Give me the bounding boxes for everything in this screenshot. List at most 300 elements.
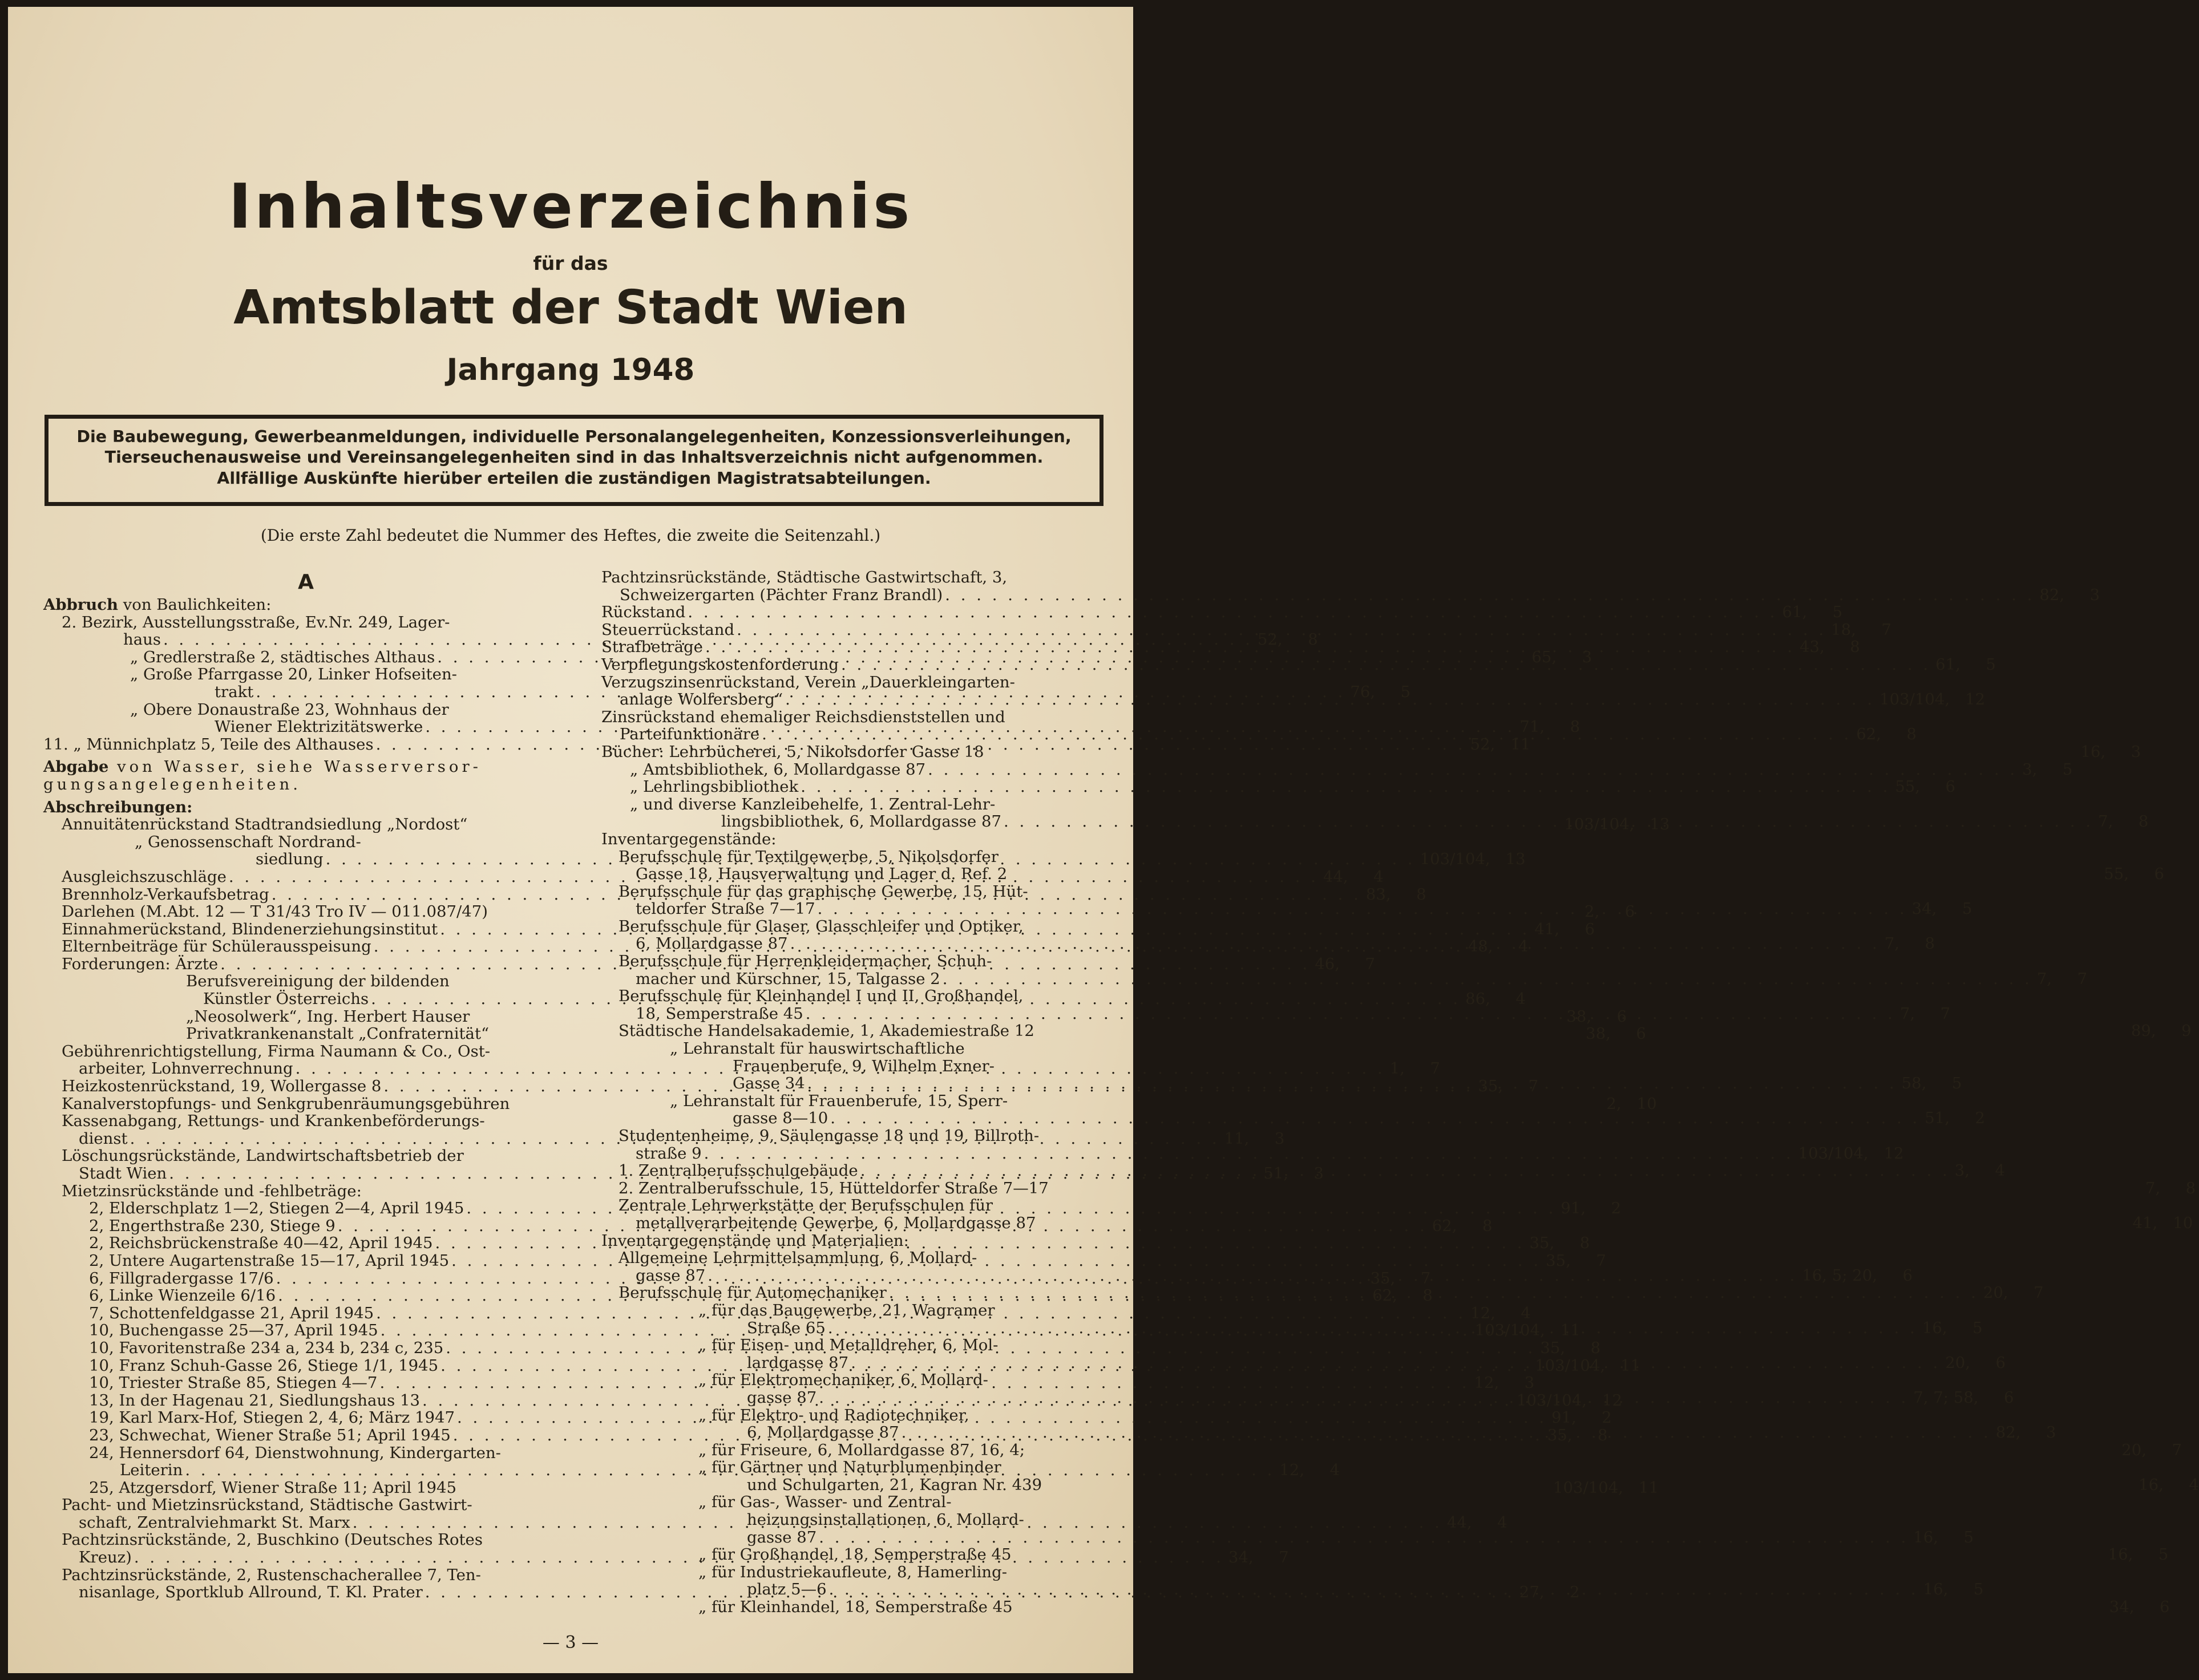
volume-year: Jahrgang 1948 [446,353,695,387]
subtitle: für das [533,252,608,274]
main-title: Inhaltsverzeichnis [228,171,913,242]
issue-number: 16, 5; 20, [1802,1266,1878,1285]
entry-text: trakt [215,682,254,701]
page-ref: 4 [1515,990,1526,1009]
issue-number: 20, [2121,1440,2147,1459]
page-ref: 8 [1598,1426,1608,1444]
entry-text: Zinsrückstand ehemaliger Reichsdienststellen und [601,707,1005,726]
page-ref: 3 [1582,647,1592,666]
issue-number: 3, [2022,760,2038,779]
dot-leader [703,638,1795,656]
issue-number: 12, [1474,1374,1499,1392]
issue-number: 7, [2036,969,2052,988]
dot-leader [798,778,1890,796]
entry-text: Verpflegungskostenforderung [601,655,839,674]
issue-number: 12, [1470,1303,1495,1322]
issue-number: 61, [1935,655,1960,674]
issue-number: 82, [2039,585,2065,604]
page-ref: 11 [1510,735,1531,754]
issue-number: 20, [1945,1353,1970,1372]
entry-text: Künstler Österreichs [203,990,369,1009]
issue-number: 2, [1606,1094,1622,1113]
issue-number: 62, [1856,725,1881,744]
page-ref: 7 [1420,1269,1431,1288]
issue-number: 38, [1566,1007,1592,1026]
index-line [43,1043,568,1060]
issue-number: 61, [1782,603,1808,622]
entry-text: macher und Kürschner, 15, Talgasse 2 [636,969,940,988]
issue-number: 86, [1465,990,1490,1009]
issue-number: 16, [2080,742,2106,761]
section-letter: A [298,570,314,594]
issue-number: 41, [1534,920,1560,938]
issue-number: 1, [1389,1059,1405,1078]
index-line [43,1183,568,1200]
index-line [601,831,1109,848]
index-line [601,1040,1109,1058]
page-ref: 6 [1945,778,1956,796]
issue-number: 65, [1531,647,1557,666]
entry-text: haus [123,630,161,649]
entry-text: „ und diverse Kanzleibehelfe, 1. Zentral-Lehr- [630,795,996,813]
page-ref: 8 [1482,1216,1493,1235]
index-line [601,848,1109,866]
dot-leader [943,586,2035,604]
entry-text: Gebührenrichtigstellung, Firma Naumann & Co., Ost- [62,1042,491,1060]
dot-leader [827,1581,1919,1598]
page-ref: 8 [1850,638,1860,657]
entry-text: Leiterin [120,1461,183,1480]
index-line [43,776,568,794]
index-line [43,973,568,990]
entry-text: gasse 8—10 [733,1109,828,1128]
page-ref: 7 [2172,1440,2182,1459]
entry-text: 10, Favoritenstraße 234 a, 234 b, 234 c, 235 [89,1338,444,1357]
entry-text: Gasse 18, Hausverwaltung und Lager d. Ref. 2 [636,865,1008,884]
entry-text: Ausgleichszuschläge [62,867,227,886]
entry-text: Heizkostenrückstand, 19, Wollergasse 8 [62,1077,382,1096]
notice-line: Tierseuchenausweise und Vereinsangelegenheiten sind in das Inhaltsverzeichnis nicht aufgenommen. [104,448,1044,467]
entry-text: 25, Atzgersdorf, Wiener Straße 11; April 1945 [89,1478,456,1497]
page-ref: 5 [2062,760,2073,779]
entry-text: Brennholz-Verkaufsbetrag [62,885,269,904]
page-ref: 4 [1373,867,1384,886]
issue-number: 34, [1911,900,1937,918]
issue-number: 58, [1901,1074,1927,1093]
index-line [601,883,1109,901]
issue-number: 89, [2131,1022,2156,1041]
page-ref: 2 [1611,1199,1622,1218]
page-ref: 7 [2077,969,2088,988]
index-line [601,796,1109,813]
dot-leader [705,1267,1797,1285]
issue-number: 103/104, [1535,1356,1606,1375]
page-ref: 6 [2154,865,2165,884]
entry-text: Forderungen: Ärzte [62,954,219,973]
issue-number: 11, [1224,1129,1250,1148]
issue-number: 55, [1895,778,1921,796]
page-ref: 5 [1986,655,1996,674]
page-ref: 6 [1624,902,1635,921]
page-ref: 8 [1579,1234,1590,1253]
entry-text: Zentrale Lehrwerkstätte der Berufsschulen für [619,1196,993,1215]
entry-text: „ Lehranstalt für Frauenberufe, 15, Sperr- [670,1091,1008,1110]
issue-number: 35, [1478,1077,1503,1096]
entry-text: heizungsinstallationen, 6, Mollard- [747,1511,1024,1529]
page-ref: 4 [2189,1475,2199,1494]
page-ref: 5 [1972,1318,1983,1337]
index-entry [601,778,1956,796]
entry-text: 2, Reichsbrückenstraße 40—42, April 1945 [89,1234,433,1253]
index-line [601,1407,1109,1424]
dot-leader [940,970,2032,988]
entry-text: arbeiter, Lohnverrechnung [79,1059,293,1078]
page-ref: 4 [1995,1161,2005,1180]
issue-number: 103/104, [1517,1391,1587,1410]
page-ref: 8 [1422,1286,1433,1305]
issue-number: 62, [1372,1286,1397,1305]
entry-text: „ für Großhandel, 18, Semperstraße 45 [698,1545,1012,1564]
page-ref: 13 [1650,815,1670,834]
page-ref: 8 [1570,718,1580,736]
issue-number: 35, [1370,1269,1396,1288]
page-ref: 3 [2089,585,2100,604]
issue-number: 2, [1584,902,1600,921]
page-ref: 4 [1518,937,1529,956]
entry-text: schaft, Zentralviehmarkt St. Marx [79,1513,350,1532]
page-ref: 9 [2181,1022,2192,1041]
index-line [43,1112,568,1130]
entry-text: 2, Elderschplatz 1—2, Stiegen 2—4, April 1945 [89,1199,464,1218]
dot-leader [826,1319,1918,1340]
index-line [601,1197,1109,1215]
explanation-note: (Die erste Zahl bedeutet die Nummer des Heftes, die zweite die Seitenzahl.) [260,526,881,545]
dot-leader [815,900,1907,918]
entry-text: Annuitätenrückstand Stadtrandsiedlung „Nordost“ [62,815,468,834]
page-ref: 2 [1570,1583,1580,1602]
entry-text: metallverarbeitende Gewerbe, 6, Mollardgasse 87 [636,1213,1036,1232]
entry-text: „ für Elektromechaniker, 6, Mollard- [698,1371,988,1390]
entry-text: „ Gredlerstraße 2, städtisches Althaus [130,647,435,666]
page-ref: 7 [1940,1004,1951,1023]
entry-text: gasse 87 [636,1266,706,1285]
page-ref: 3 [2131,742,2141,761]
entry-text: Pachtzinsrückstände, Städtische Gastwirtschaft, 3, [601,568,1008,586]
entry-text: Privatkrankenanstalt „Confraternität“ [186,1025,490,1043]
entry-text: Berufsschule für Glaser, Glasschleifer und Optiker, [619,917,1024,936]
entry-text: 6, Mollardgasse 87 [747,1423,899,1442]
entry-text: „ für das Baugewerbe, 21, Wagramer [698,1301,995,1319]
entry-text: 23, Schwechat, Wiener Straße 51; April 1945 [89,1426,451,1444]
entry-text: Gasse 34 [733,1074,805,1093]
page-ref: 5 [1951,1074,1962,1093]
page-ref: 5 [1962,900,1972,918]
page-ref: 8 [1416,885,1426,904]
issue-number: 83, [1365,885,1391,904]
entry-text: „ für Gärtner und Naturblumenbinder [698,1458,1001,1477]
entry-text: 11. „ Münnichplatz 5, Teile des Althauses [43,735,374,754]
page-ref: 7 [1430,1059,1440,1078]
issue-number: 34, [2109,1598,2135,1617]
issue-number: 34, [1228,1548,1254,1567]
entry-text: Allgemeine Lehrmittelsammlung, 6, Mollard- [619,1249,977,1268]
page-ref: 7 [1881,620,1891,639]
entry-text: 2. Bezirk, Ausstellungsstraße, Ev.Nr. 249, Lager- [62,613,450,631]
entry-text: platz 5—6 [747,1580,827,1599]
issue-number: 44, [1446,1513,1472,1532]
index-line [601,1302,1109,1319]
dot-leader [899,1424,1991,1442]
entry-text: Einnahmerückstand, Blindenerziehungsinstitut [62,920,438,938]
index-line [43,614,568,631]
entry-text: anlage Wolfersberg“ [620,690,783,709]
entry-text: Inventargegenstände: [601,829,777,848]
dot-leader [839,656,1931,674]
entry-text: 1. Zentralberufsschulgebäude [619,1161,858,1180]
page-ref: 6 [1636,1025,1646,1043]
entry-text: nisanlage, Sportklub Allround, T. Kl. Prater [79,1583,423,1602]
issue-number: 35, [1546,1251,1571,1270]
index-entry [601,1179,2196,1197]
issue-number: 103/104, [1879,690,1950,709]
entry-text: „ Amtsbibliothek, 6, Mollardgasse 87 [630,760,926,779]
page-ref: 3 [2046,1423,2056,1442]
issue-number: 52, [1258,630,1283,649]
page-ref: 4 [1521,1303,1531,1322]
index-line [43,596,568,614]
index-line [601,1371,1109,1389]
index-line [43,666,568,683]
page-ref: 5 [1963,1528,1974,1547]
page-ref: 8 [1925,934,1935,953]
entry-text: „ für Elektro- und Radiotechniker, [698,1406,969,1424]
entry-text: „Neosolwerk“, Ing. Herbert Hauser [186,1007,470,1026]
entry-text: Berufsschule für Kleinhandel I und II, Großhandel, [619,987,1024,1006]
index-entry [601,1528,1974,1547]
entry-text: 19, Karl Marx-Hof, Stiegen 2, 4, 6; März 1947 [89,1408,455,1427]
dot-leader [858,1162,1950,1180]
entry-text: Abbruch von Baulichkeiten: [43,596,272,614]
entry-text: Bücher: Lehrbücherei, 5, Nikolsdorfer Gasse 18 [601,742,984,761]
index-entry [601,1109,1986,1128]
entry-text: gasse 87 [747,1528,817,1547]
entry-text: Mietzinsrückstände und -fehlbeträge: [62,1181,362,1200]
entry-text: Verzugszinsenrückstand, Verein „Dauerkleingarten- [601,673,1015,691]
page-ref: 7 [1279,1548,1289,1567]
index-line [43,799,568,816]
dot-leader [1001,813,2093,834]
entry-text: siedlung [256,850,324,869]
index-line [43,758,568,776]
index-entry [601,585,2100,604]
index-line [601,1058,1109,1075]
index-line [601,709,1109,726]
page-ref: 6 [1584,920,1595,938]
issue-number: 27, [1519,1583,1545,1602]
entry-text: 7, Schottenfeldgasse 21, April 1945 [89,1303,374,1322]
entry-text: Inventargegenstände und Materialien: [601,1231,909,1250]
page-ref: 6 [1902,1266,1913,1285]
page-ref: 4 [1497,1513,1507,1532]
entry-text: „ Genossenschaft Nordrand- [135,832,361,851]
entry-text: Abgabe von Wasser, siehe Wasserversor- [43,758,482,776]
page-ref: 8 [2185,1179,2196,1197]
entry-text: Parteifunktionäre [620,725,760,744]
page-ref: 7 [2034,1284,2044,1302]
page-ref: 12 [1965,690,1986,709]
entry-text: Berufsschule für Automechaniker [619,1284,887,1302]
entry-text: „ Lehranstalt für hauswirtschaftliche [670,1039,965,1058]
index-line [601,953,1109,970]
publication-title: Amtsblatt der Stadt Wien [233,281,908,335]
index-line [43,1496,568,1514]
issue-number: 7, [1899,1004,1915,1023]
entry-text: Stadt Wien [79,1164,167,1183]
entry-text: Berufsvereinigung der bildenden [186,972,450,991]
issue-number: 20, [1983,1284,2008,1302]
entry-text: lingsbibliothek, 6, Mollardgasse 87 [721,812,1002,831]
entry-text: Darlehen (M.Abt. 12 — T 31/43 Tro IV — 011.087/47) [62,902,488,921]
index-line [601,918,1109,936]
index-line [601,1337,1109,1354]
entry-text: Berufsschule für Herrenkleidermacher, Schuh- [619,952,992,971]
issue-number: 16, [2139,1475,2164,1494]
entry-text: Kreuz) [79,1548,132,1567]
entry-text: Elternbeiträge für Schülerausspeisung [62,937,371,956]
dot-leader [828,1110,1920,1127]
entry-text: 2. Zentralberufsschule, 15, Hütteldorfer Straße 7—17 [619,1179,1049,1197]
dot-leader [788,935,1880,953]
entry-text: „ Obere Donaustraße 23, Wohnhaus der [130,700,449,719]
entry-text: straße 9 [636,1144,702,1163]
dot-leader [734,621,1826,639]
entry-text: teldorfer Straße 7—17 [636,900,815,918]
index-entry [601,1144,1904,1163]
document-page [8,7,2199,1673]
entry-text: 18, Semperstraße 45 [636,1004,803,1023]
issue-number: 7, 7; 58, [1913,1388,1979,1407]
issue-number: 7, [1884,934,1899,953]
index-entry [601,969,2088,988]
index-line [43,1147,568,1165]
dot-leader [816,1389,1909,1407]
index-line [601,1564,1109,1581]
dot-leader [816,1529,1909,1547]
issue-number: 52, [1470,735,1495,754]
page-ref: 2 [1602,1408,1612,1427]
entry-text: Frauenberufe, 9, Wilhelm Exner- [733,1056,995,1075]
issue-number: 16, [1923,1580,1949,1599]
page-ref: 5 [1400,682,1411,701]
index-entry [601,1440,2182,1459]
index-line [43,1566,568,1584]
issue-number: 103/104, [1553,1478,1624,1497]
page-ref: 11 [1620,1356,1641,1375]
page-ref: 4 [1329,1461,1340,1480]
issue-number: 91, [1561,1199,1586,1218]
page-ref: 8 [1590,1338,1601,1357]
entry-text: „ für Gas-, Wasser- und Zentral- [698,1493,952,1512]
issue-number: 71, [1519,718,1545,736]
page-ref: 6 [1616,1007,1627,1026]
entry-text: Abschreibungen: [43,798,193,816]
page-ref: 3 [1313,1164,1324,1183]
page-ref: 11 [1639,1478,1659,1497]
issue-number: 51, [1263,1164,1289,1183]
index-line [601,1493,1109,1511]
entry-text: 10, Triester Straße 85, Stiegen 4—7 [89,1374,378,1392]
entry-text: Berufsschule für Textilgewerbe, 5, Nikolsdorfer [619,847,999,866]
index-line [601,1127,1109,1145]
dot-leader [805,1075,1897,1092]
dot-leader [803,1005,1895,1023]
issue-number: 41, [2132,1213,2158,1232]
page-ref: 3 [1274,1129,1285,1148]
entry-text: 6, Mollardgasse 87 [636,934,788,953]
page-ref: 7 [1365,954,1375,973]
entry-text: Pacht- und Mietzinsrückstand, Städtische Gastwirt- [62,1496,472,1515]
page-ref: 13 [1505,850,1526,869]
index-line [43,1444,568,1462]
index-line [601,1092,1109,1110]
issue-number: 35, [1540,1338,1566,1357]
page-ref: 7 [1596,1251,1606,1270]
entry-text: „ für Industriekaufleute, 8, Hamerling- [698,1562,1007,1581]
entry-text: und Schulgarten, 21, Kagran Nr. 439 [747,1475,1042,1494]
issue-number: 38, [1586,1025,1611,1043]
page-ref: 12 [1602,1391,1623,1410]
index-entry [601,620,1891,639]
entry-text: 10, Franz Schuh-Gasse 26, Stiege 1/1, 1945 [89,1356,439,1375]
index-line [601,674,1109,691]
entry-text: „ Lehrlingsbibliothek [630,778,799,796]
page-ref: 8 [1906,725,1917,744]
page-number: — 3 — [542,1633,599,1653]
issue-number: 91, [1551,1408,1577,1427]
entry-text: Löschungsrückstände, Landwirtschaftsbetrieb der [62,1147,464,1165]
entry-text: 24, Hennersdorf 64, Dienstwohnung, Kindergarten- [89,1443,501,1462]
issue-number: 16, [2108,1545,2133,1564]
page-ref: 5 [1832,603,1843,622]
issue-number: 44, [1323,867,1348,886]
issue-number: 51, [1925,1109,1950,1128]
entry-text: „ für Kleinhandel, 18, Semperstraße 45 [698,1598,1013,1617]
index-entry [601,603,1843,622]
index-line [43,701,568,719]
issue-number: 7, [2098,812,2113,831]
dot-leader [702,1145,1794,1163]
issue-number: 12, [1279,1461,1305,1480]
page-ref: 3 [1524,1374,1535,1392]
entry-text: „ für Eisen- und Metalldreher, 6, Mol- [698,1336,999,1355]
index-line [601,569,1109,586]
entry-text: 6, Fillgradergasse 17/6 [89,1269,274,1288]
issue-number: 62, [1432,1216,1457,1235]
dot-leader [925,761,2018,779]
issue-number: 103/104, [1420,850,1490,869]
entry-text: Pachtzinsrückstände, 2, Rustenschacherallee 7, Ten- [62,1565,481,1584]
index-line [601,1232,1109,1250]
issue-number: 35, [1529,1234,1555,1253]
page-ref: 5 [1973,1580,1984,1599]
dot-leader [685,604,1777,621]
page-ref: 2 [1975,1109,1986,1128]
issue-number: 76, [1350,682,1376,701]
entry-text: gasse 87 [747,1388,817,1407]
entry-text: 10, Buchengasse 25—37, April 1945 [89,1321,378,1340]
entry-text: Straße 65 [747,1318,826,1337]
index-entry [601,1598,2170,1617]
